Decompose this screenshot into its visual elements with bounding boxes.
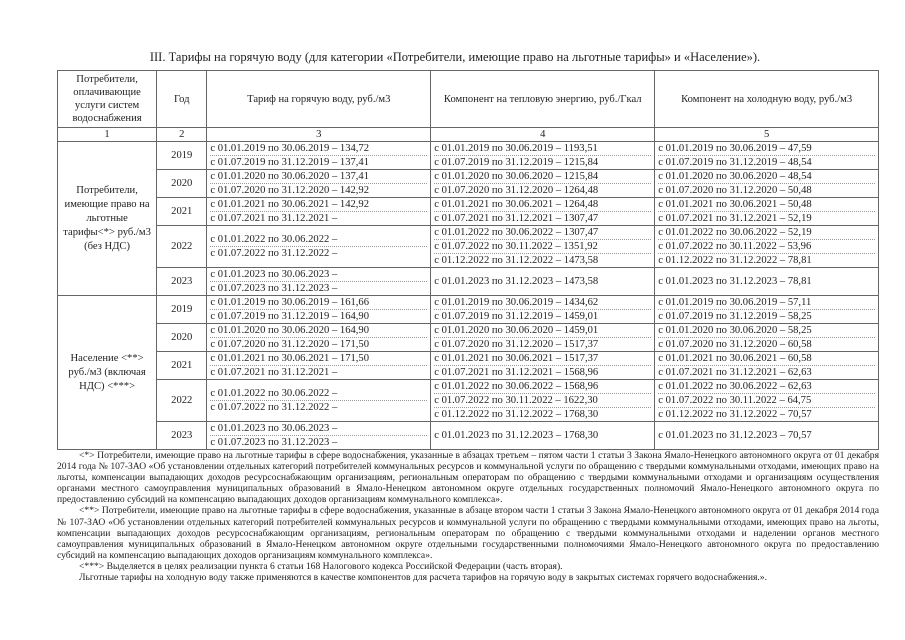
year-cell: 2019: [157, 296, 207, 324]
cold-cell: [655, 352, 879, 380]
heat-period-line: с 01.01.2020 по 30.06.2020 – 1459,01: [434, 324, 651, 338]
heat-cell: [431, 268, 655, 296]
heat-period-line: с 01.01.2020 по 30.06.2020 – 1215,84: [434, 170, 651, 184]
cold-cell: [655, 170, 879, 198]
heat-period-line: с 01.01.2021 по 30.06.2021 – 1517,37: [434, 352, 651, 366]
tariff-period-line: с 01.01.2021 по 30.06.2021 – 142,92: [210, 198, 427, 212]
year-cell: 2021: [157, 352, 207, 380]
heat-cell: [431, 226, 655, 268]
heat-period-line: с 01.12.2022 по 31.12.2022 – 1473,58: [434, 255, 599, 266]
cold-cell: [655, 268, 879, 296]
heat-cell: [431, 422, 655, 450]
year-cell: 2019: [157, 142, 207, 170]
tariff-cell: [207, 142, 431, 170]
cold-period-line: с 01.07.2022 по 30.11.2022 – 53,96: [658, 240, 875, 254]
footnote: <***> Выделяется в целях реализации пункта 6 статьи 168 Налогового кодекса Российской Федерации (часть вторая).: [79, 560, 563, 572]
cold-period-line: с 01.07.2019 по 31.12.2019 – 58,25: [658, 311, 812, 322]
cold-period-line: с 01.01.2019 по 30.06.2019 – 47,59: [658, 142, 875, 156]
cold-period-line: с 01.07.2021 по 31.12.2021 – 62,63: [658, 367, 812, 378]
heat-cell: [431, 380, 655, 422]
column-number: 5: [655, 128, 879, 142]
heat-cell: [431, 142, 655, 170]
heat-period-line: с 01.01.2023 по 31.12.2023 – 1473,58: [434, 276, 599, 287]
table-row: [58, 352, 879, 380]
tariff-cell: [207, 422, 431, 450]
heat-period-line: с 01.01.2022 по 30.06.2022 – 1307,47: [434, 226, 651, 240]
tariff-period-line: с 01.01.2019 по 30.06.2019 – 161,66: [210, 296, 427, 310]
year-cell: 2023: [157, 422, 207, 450]
cold-cell: [655, 296, 879, 324]
cold-period-line: с 01.01.2019 по 30.06.2019 – 57,11: [658, 296, 875, 310]
cold-period-line: с 01.01.2021 по 30.06.2021 – 50,48: [658, 198, 875, 212]
heat-cell: [431, 198, 655, 226]
cold-period-line: с 01.12.2022 по 31.12.2022 – 78,81: [658, 255, 812, 266]
header-consumer: Потребители, оплачивающие услуги систем водоснабжения: [58, 71, 157, 128]
heat-period-line: с 01.07.2021 по 31.12.2021 – 1568,96: [434, 367, 599, 378]
year-cell: 2023: [157, 268, 207, 296]
tariff-period-line: с 01.07.2021 по 31.12.2021 –: [210, 367, 338, 378]
tariff-period-line: с 01.07.2023 по 31.12.2023 –: [210, 437, 338, 448]
cold-cell: [655, 380, 879, 422]
tariff-period-line: с 01.07.2023 по 31.12.2023 –: [210, 283, 338, 294]
footnote: <*> Потребители, имеющие право на льготные тарифы в сфере водоснабжения, указанные в абзацах третьем – пятом части 1 статьи 3 Закона Ямало-Ненецкого автономного округа от 01 декабря 2014 года № 107-ЗАО «Об установлении отдельных категорий потребителей коммунальных ресурсов и коммунальной услуги по обращению с твердыми коммунальными отходами, имеющих право на льготы, компенсации выпадающих доходов ресурсоснабжающим организациям, региональным операторам по обращению с твердыми коммунальными отходами и организациям осуществления органами местного самоуправления муниципальных образований в Ямало-Ненецком автономном округе отдельных государственных полномочий Ямало-Ненецкого автономного округа по предоставлению субсидий на компенсацию выпадающих доходов организациям коммунального комплекса».: [57, 450, 879, 506]
year-cell: 2022: [157, 226, 207, 268]
tariff-table: [57, 70, 879, 450]
table-row: [58, 324, 879, 352]
table-row: [58, 198, 879, 226]
cold-period-line: с 01.01.2022 по 30.06.2022 – 52,19: [658, 226, 875, 240]
header-year: Год: [157, 71, 207, 128]
tariff-period-line: с 01.01.2023 по 30.06.2023 –: [210, 422, 427, 436]
tariff-period-line: с 01.07.2022 по 31.12.2022 –: [210, 402, 338, 413]
heat-period-line: с 01.07.2022 по 30.11.2022 – 1351,92: [434, 240, 651, 254]
footnote: Льготные тарифы на холодную воду также применяются в качестве компонентов для расчета тарифов на горячую воду в закрытых системах горячего водоснабжения.».: [79, 572, 767, 584]
column-number: 4: [431, 128, 655, 142]
cold-period-line: с 01.07.2022 по 30.11.2022 – 64,75: [658, 394, 875, 408]
tariff-cell: [207, 380, 431, 422]
tariff-cell: [207, 226, 431, 268]
header-tariff: Тариф на горячую воду, руб./м3: [207, 71, 431, 128]
heat-period-line: с 01.01.2019 по 30.06.2019 – 1434,62: [434, 296, 651, 310]
tariff-period-line: с 01.07.2019 по 31.12.2019 – 137,41: [210, 157, 370, 168]
tariff-cell: [207, 352, 431, 380]
year-cell: 2020: [157, 324, 207, 352]
table-row: [58, 296, 879, 324]
cold-period-line: с 01.01.2023 по 31.12.2023 – 70,57: [658, 430, 812, 441]
heat-cell: [431, 324, 655, 352]
heat-cell: [431, 352, 655, 380]
tariff-cell: [207, 324, 431, 352]
tariff-period-line: с 01.01.2019 по 30.06.2019 – 134,72: [210, 142, 427, 156]
cold-period-line: с 01.01.2022 по 30.06.2022 – 62,63: [658, 380, 875, 394]
tariff-cell: [207, 170, 431, 198]
consumer-category: Население <**> руб./м3 (включая НДС) <***>: [58, 296, 157, 450]
cold-period-line: с 01.01.2021 по 30.06.2021 – 60,58: [658, 352, 875, 366]
tariff-period-line: с 01.01.2020 по 30.06.2020 – 164,90: [210, 324, 427, 338]
cold-period-line: с 01.07.2020 по 31.12.2020 – 60,58: [658, 339, 812, 350]
tariff-period-line: с 01.01.2021 по 30.06.2021 – 171,50: [210, 352, 427, 366]
year-cell: 2021: [157, 198, 207, 226]
heat-period-line: с 01.01.2022 по 30.06.2022 – 1568,96: [434, 380, 651, 394]
table-row: [58, 380, 879, 422]
heat-period-line: с 01.07.2022 по 30.11.2022 – 1622,30: [434, 394, 651, 408]
cold-cell: [655, 142, 879, 170]
year-cell: 2020: [157, 170, 207, 198]
consumer-category: Потребители, имеющие право на льготные тарифы<*> руб./м3 (без НДС): [58, 142, 157, 296]
heat-period-line: с 01.01.2021 по 30.06.2021 – 1264,48: [434, 198, 651, 212]
cold-cell: [655, 324, 879, 352]
tariff-period-line: с 01.01.2023 по 30.06.2023 –: [210, 268, 427, 282]
tariff-period-line: с 01.07.2020 по 31.12.2020 – 171,50: [210, 339, 370, 350]
tariff-period-line: с 01.07.2019 по 31.12.2019 – 164,90: [210, 311, 370, 322]
table-row: [58, 268, 879, 296]
tariff-period-line: с 01.01.2020 по 30.06.2020 – 137,41: [210, 170, 427, 184]
cold-period-line: с 01.01.2023 по 31.12.2023 – 78,81: [658, 276, 812, 287]
cold-period-line: с 01.07.2019 по 31.12.2019 – 48,54: [658, 157, 812, 168]
table-row: [58, 170, 879, 198]
header-cold: Компонент на холодную воду, руб./м3: [655, 71, 879, 128]
tariff-period-line: с 01.07.2021 по 31.12.2021 –: [210, 213, 338, 224]
cold-period-line: с 01.01.2020 по 30.06.2020 – 58,25: [658, 324, 875, 338]
year-cell: 2022: [157, 380, 207, 422]
tariff-cell: [207, 268, 431, 296]
cold-period-line: с 01.07.2020 по 31.12.2020 – 50,48: [658, 185, 812, 196]
heat-cell: [431, 296, 655, 324]
table-row: [58, 142, 879, 170]
heat-period-line: с 01.01.2019 по 30.06.2019 – 1193,51: [434, 142, 651, 156]
footnotes: [57, 450, 879, 583]
column-number: 1: [58, 128, 157, 142]
section-title: III. Тарифы на горячую воду (для категории «Потребители, имеющие право на льготные тарифы» и «Население»).: [149, 50, 761, 64]
tariff-cell: [207, 296, 431, 324]
cold-period-line: с 01.12.2022 по 31.12.2022 – 70,57: [658, 409, 812, 420]
cold-cell: [655, 226, 879, 268]
heat-period-line: с 01.07.2019 по 31.12.2019 – 1459,01: [434, 311, 599, 322]
heat-period-line: с 01.12.2022 по 31.12.2022 – 1768,30: [434, 409, 599, 420]
heat-period-line: с 01.07.2020 по 31.12.2020 – 1517,37: [434, 339, 599, 350]
heat-period-line: с 01.07.2020 по 31.12.2020 – 1264,48: [434, 185, 599, 196]
cold-period-line: с 01.07.2021 по 31.12.2021 – 52,19: [658, 213, 812, 224]
column-number: 2: [157, 128, 207, 142]
tariff-period-line: с 01.07.2022 по 31.12.2022 –: [210, 248, 338, 259]
tariff-cell: [207, 198, 431, 226]
header-heat: Компонент на тепловую энергию, руб./Гкал: [431, 71, 655, 128]
heat-period-line: с 01.01.2023 по 31.12.2023 – 1768,30: [434, 430, 599, 441]
heat-period-line: с 01.07.2019 по 31.12.2019 – 1215,84: [434, 157, 599, 168]
table-row: [58, 422, 879, 450]
tariff-period-line: с 01.01.2022 по 30.06.2022 –: [210, 387, 427, 401]
table-row: [58, 226, 879, 268]
tariff-period-line: с 01.01.2022 по 30.06.2022 –: [210, 233, 427, 247]
cold-cell: [655, 198, 879, 226]
column-number: 3: [207, 128, 431, 142]
cold-period-line: с 01.01.2020 по 30.06.2020 – 48,54: [658, 170, 875, 184]
footnote: <**> Потребители, имеющие право на льготные тарифы в сфере водоснабжения, указанные в абзаце втором части 1 статьи 3 Закона Ямало-Ненецкого автономного округа от 01 декабря 2014 года № 107-ЗАО «Об установлении отдельных категорий потребителей коммунальных ресурсов и коммунальной услуги по обращению с твердыми коммунальными отходами, имеющих право на льготы, компенсации выпадающих доходов ресурсоснабжающим организациям, региональным операторам по обращению с твердыми коммунальными отходами и наделении органов местного самоуправления муниципальных образований в Ямало-Ненецком автономном округе отдельными государственными полномочиями Ямало-Ненецкого автономного округа по предоставлению субсидий на компенсацию выпадающих доходов организациям коммунального комплекса».: [57, 505, 879, 561]
cold-cell: [655, 422, 879, 450]
heat-cell: [431, 170, 655, 198]
heat-period-line: с 01.07.2021 по 31.12.2021 – 1307,47: [434, 213, 599, 224]
tariff-period-line: с 01.07.2020 по 31.12.2020 – 142,92: [210, 185, 370, 196]
